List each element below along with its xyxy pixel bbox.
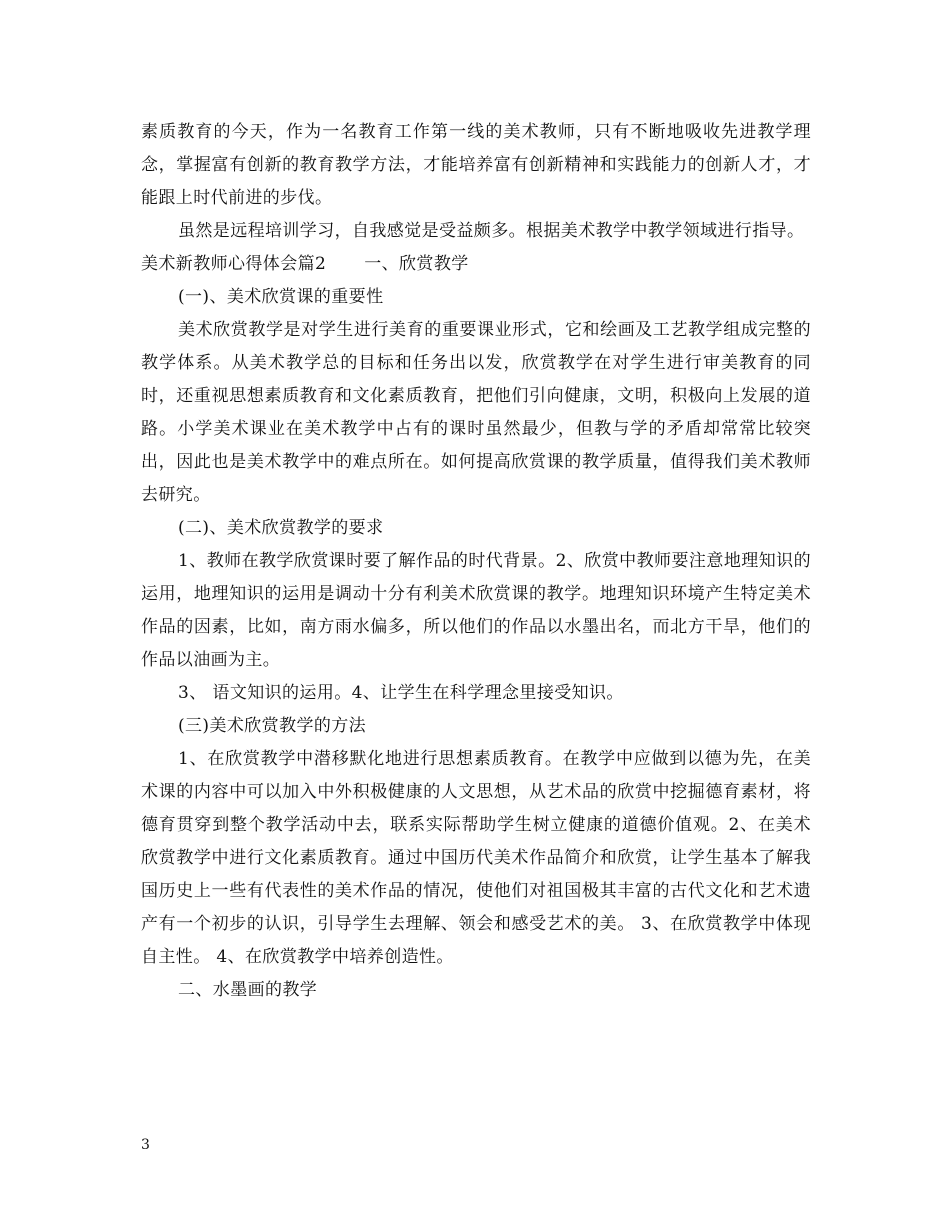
paragraph-intro: 素质教育的今天，作为一名教育工作第一线的美术教师，只有不断地吸收先进教学理念，掌握富有创新的教育教学方法，才能培养富有创新精神和实践能力的创新人才，才能跟上时代前进的步伐。 — [141, 122, 811, 208]
paragraph-importance: 美术欣赏教学是对学生进行美育的重要课业形式，它和绘画及工艺教学组成完整的教学体系。从美术教学总的目标和任务出以发，欣赏教学在对学生进行审美教育的同时，还重视思想素质教育和文化素质教育，把他们引向健康，文明，积极向上发展的道路。小学美术课业在美术教学中占有的课时虽然最少，但教与学的矛盾却常常比较突出，因此也是美术教学中的难点所在。如何提高欣赏课的教学质量，值得我们美术教师去研究。 — [141, 320, 811, 505]
heading-ink-painting: 二、水墨画的教学 — [178, 980, 318, 1000]
paragraph-remote-training: 虽然是远程培训学习，自我感觉是受益颇多。根据美术教学中教学领域进行指导。 — [178, 221, 805, 241]
section-subtitle: 一、欣赏教学 — [364, 254, 469, 274]
document-body — [141, 116, 811, 1007]
subheading-importance: (一)、美术欣赏课的重要性 — [178, 287, 384, 307]
section-title-line — [141, 248, 811, 281]
page-number: 3 — [141, 1137, 150, 1153]
subheading-methods: (三)美术欣赏教学的方法 — [178, 716, 367, 736]
section-title: 美术新教师心得体会篇2 — [141, 254, 327, 274]
paragraph-requirements: 1、教师在教学欣赏课时要了解作品的时代背景。2、欣赏中教师要注意地理知识的运用，地理知识的运用是调动十分有利美术欣赏课的教学。地理知识环境产生特定美术作品的因素，比如，南方雨水偏多，所以他们的作品以水墨出名，而北方干旱，他们的作品以油画为主。 — [141, 551, 811, 670]
paragraph-requirements-points: 3、 语文知识的运用。4、让学生在科学理念里接受知识。 — [178, 683, 624, 703]
subheading-requirements: (二)、美术欣赏教学的要求 — [178, 518, 384, 538]
paragraph-methods: 1、在欣赏教学中潜移默化地进行思想素质教育。在教学中应做到以德为先，在美术课的内容中可以加入中外积极健康的人文思想，从艺术品的欣赏中挖掘德育素材，将德育贯穿到整个教学活动中去，联系实际帮助学生树立健康的道德价值观。2、在美术欣赏教学中进行文化素质教育。通过中国历代美术作品简介和欣赏，让学生基本了解我国历史上一些有代表性的美术作品的情况，使他们对祖国极其丰富的古代文化和艺术遗产有一个初步的认识，引导学生去理解、领会和感受艺术的美。 3、在欣赏教学中体现自主性。 4、在欣赏教学中培养创造性。 — [141, 749, 811, 967]
